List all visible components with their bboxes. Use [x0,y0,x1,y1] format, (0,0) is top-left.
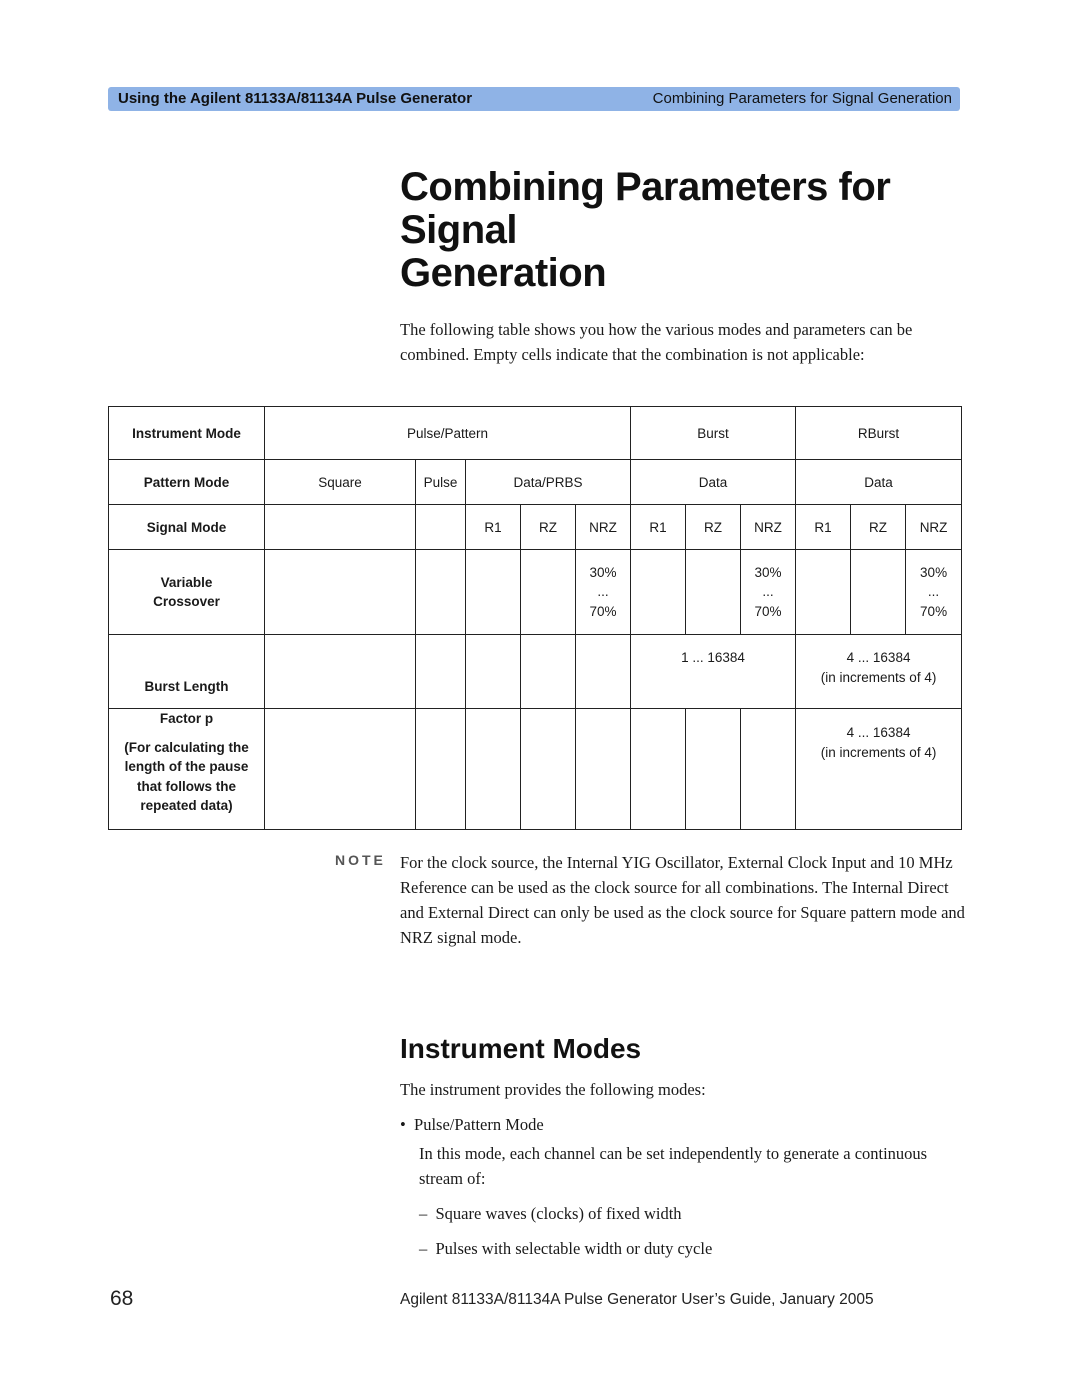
crossover-cell-burst [741,550,796,635]
bullet-text: Pulse/Pattern Mode [414,1115,544,1134]
row-label-burst-length: Burst Length [109,635,265,709]
table-cell [265,550,416,635]
bullet-item [400,1112,544,1137]
mode-description: In this mode, each channel can be set independently to generate a continuous stream of: [419,1144,928,1188]
instrument-mode-pulse-pattern: Pulse/Pattern [265,407,631,460]
signal-mode-cell: NRZ [906,505,962,550]
table-row-instrument-mode [109,407,962,460]
crossover-bottom: 70% [589,603,617,619]
signal-mode-cell: R1 [466,505,521,550]
dash-item [419,1201,682,1226]
table-cell [466,550,521,635]
table-cell [686,709,741,830]
row-label-crossover: Crossover [153,594,220,609]
table-row-variable-crossover [109,550,962,635]
page-number: 68 [110,1287,134,1310]
header-section: Combining Parameters for Signal Generation [652,90,952,107]
table-cell [521,550,576,635]
running-header [108,87,960,111]
table-cell [416,635,466,709]
page-title [400,166,1000,295]
row-label-variable-crossover [109,550,265,635]
crossover-top: 30% [589,564,617,580]
dash-item [419,1236,712,1261]
factor-desc-line: (For calculating the [124,739,249,755]
crossover-cell-pulse-pattern [576,550,631,635]
instrument-mode-rburst: RBurst [796,407,962,460]
signal-mode-cell: NRZ [576,505,631,550]
crossover-bottom: 70% [920,603,948,619]
row-label-variable: Variable [160,574,213,590]
table-cell [631,550,686,635]
table-cell [265,505,416,550]
factor-desc-line: that follows the [137,778,236,794]
pattern-mode-data-prbs: Data/PRBS [466,460,631,505]
pattern-mode-square: Square [265,460,416,505]
section-intro: The instrument provides the following modes: [400,1080,706,1099]
note-label: NOTE [335,852,386,868]
table-cell [741,709,796,830]
factor-desc-line: length of the pause [124,759,249,774]
table-cell [416,505,466,550]
table-row-burst-length [109,635,962,709]
dash-item-text: Pulses with selectable width or duty cycle [435,1239,713,1258]
table-cell [686,550,741,635]
table-cell [416,550,466,635]
crossover-mid: ... [762,584,774,600]
bullet-marker: • [400,1115,406,1134]
pattern-mode-pulse: Pulse [416,460,466,505]
signal-mode-cell: R1 [631,505,686,550]
table-row-factor-p [109,709,962,830]
note-text: For the clock source, the Internal YIG Oscillator, External Clock Input and 10 MHz Reference can be used as the clock source for all combinations. The Internal Direct and External Direct can only be used as the clock source for Square pattern mode and NRZ signal mode. [400,853,965,947]
instrument-mode-burst: Burst [631,407,796,460]
table-row-signal-mode [109,505,962,550]
row-label-signal-mode: Signal Mode [109,505,265,550]
table-cell [521,635,576,709]
parameter-combination-table [108,406,962,830]
header-chapter: Using the Agilent 81133A/81134A Pulse Generator [118,90,473,107]
page-title-line2: Generation [400,251,607,295]
section-heading: Instrument Modes [400,1033,642,1064]
signal-mode-cell: RZ [521,505,576,550]
burst-length-rburst-range: 4 ... 16384 [846,650,911,665]
table-cell [796,550,851,635]
factor-p-rburst-range: 4 ... 16384 [846,725,911,740]
page-title-line1: Combining Parameters for Signal [400,165,891,252]
table-cell [631,709,686,830]
pattern-mode-burst-data: Data [631,460,796,505]
crossover-mid: ... [927,584,940,600]
pattern-mode-rburst-data: Data [796,460,962,505]
burst-length-burst: 1 ... 16384 [631,635,796,709]
factor-p-rburst [796,709,962,830]
table-cell [466,709,521,830]
row-label-factor-p-title: Factor p [159,711,214,726]
row-label-factor-p [109,709,265,830]
crossover-cell-rburst [906,550,962,635]
table-cell [265,635,416,709]
factor-p-rburst-increment: (in increments of 4) [820,744,937,760]
crossover-bottom: 70% [754,603,782,619]
intro-paragraph: The following table shows you how the various modes and parameters can be combined. Empty cells indicate that the combination is not applicable: [400,320,913,364]
crossover-top: 30% [920,564,948,580]
table-cell [466,635,521,709]
table-cell [265,709,416,830]
signal-mode-cell: RZ [686,505,741,550]
crossover-top: 30% [754,564,782,580]
dash-marker: – [419,1239,428,1258]
burst-length-rburst [796,635,962,709]
table-cell [851,550,906,635]
table-cell [416,709,466,830]
crossover-mid: ... [597,584,609,600]
table-cell [521,709,576,830]
row-label-instrument-mode: Instrument Mode [109,407,265,460]
table-cell [576,709,631,830]
signal-mode-cell: RZ [851,505,906,550]
table-cell [576,635,631,709]
dash-item-text: Square waves (clocks) of fixed width [435,1204,682,1223]
table-row-pattern-mode [109,460,962,505]
row-label-pattern-mode: Pattern Mode [109,460,265,505]
signal-mode-cell: NRZ [741,505,796,550]
signal-mode-cell: R1 [796,505,851,550]
burst-length-rburst-increment: (in increments of 4) [820,669,937,685]
dash-marker: – [419,1204,428,1223]
footer-text: Agilent 81133A/81134A Pulse Generator User’s Guide, January 2005 [400,1291,874,1308]
factor-desc-line: repeated data) [140,798,233,813]
